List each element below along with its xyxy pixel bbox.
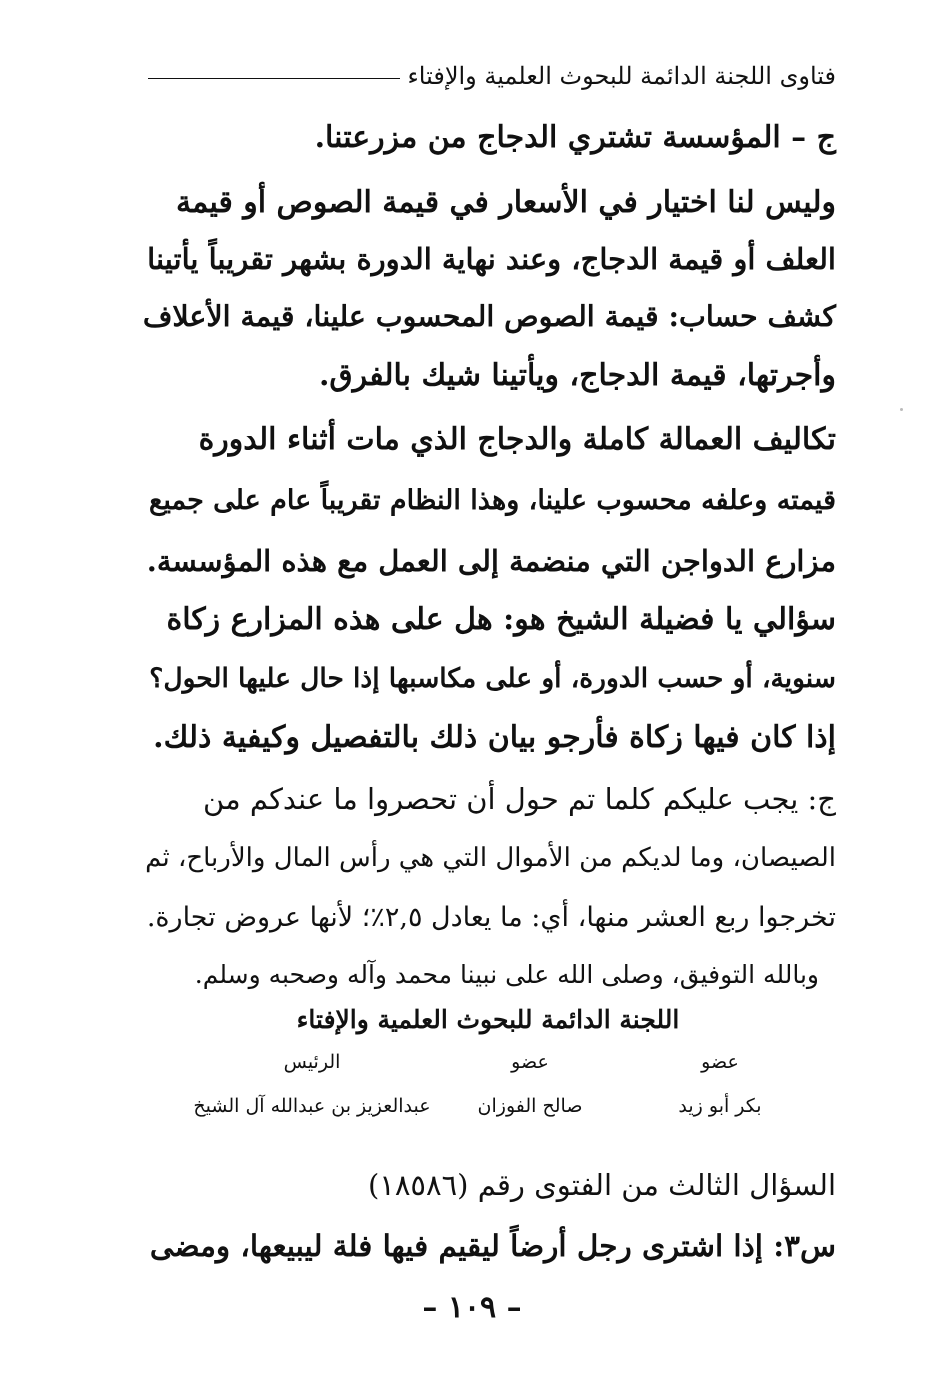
question-heading: السؤال الثالث من الفتوى رقم (١٨٥٨٦) — [367, 1168, 836, 1202]
body-line: مزارع الدواجن التي منضمة إلى العمل مع هذه المؤسسة. — [146, 544, 836, 578]
body-line: قيمته وعلفه محسوب علينا، وهذا النظام تقريباً عام على جميع — [148, 485, 836, 516]
signature-name: بكر أبو زيد — [678, 1095, 762, 1117]
body-line: إذا كان فيها زكاة فأرجو بيان ذلك بالتفصيل وكيفية ذلك. — [153, 720, 836, 755]
question-text: س٣: إذا اشترى رجل أرضاً ليقيم فيها فلة ليبيعها، ومضى — [149, 1228, 836, 1263]
answer-line: تخرجوا ربع العشر منها، أي: ما يعادل ٢,٥٪؛ لأنها عروض تجارة. — [146, 902, 836, 933]
page-number: – ١٠٩ – — [422, 1290, 522, 1325]
running-header — [148, 60, 836, 92]
signature-role: الرئيس — [283, 1051, 341, 1073]
body-line: سنوية، أو حسب الدورة، أو على مكاسبها إذا حال عليها الحول؟ — [149, 663, 836, 694]
signature-role: عضو — [511, 1051, 549, 1073]
answer-line: ج: يجب عليكم كلما تم حول أن تحصروا ما عندكم من — [203, 782, 836, 816]
signature-chairman — [192, 1045, 432, 1123]
signature-name: عبدالعزيز بن عبدالله آل الشيخ — [193, 1095, 431, 1117]
body-line: تكاليف العمالة كاملة والدجاج الذي مات أثناء الدورة — [198, 422, 836, 457]
body-line: ج – المؤسسة تشتري الدجاج من مزرعتنا. — [314, 120, 836, 155]
signature-role: عضو — [701, 1051, 739, 1073]
scan-speck — [900, 408, 903, 411]
body-line: سؤالي يا فضيلة الشيخ هو: هل على هذه المزارع زكاة — [166, 602, 836, 637]
body-line: كشف حساب: قيمة الصوص المحسوب علينا، قيمة الأعلاف — [142, 299, 836, 333]
signature-member — [600, 1045, 840, 1123]
answer-line: الصيصان، وما لديكم من الأموال التي هي رأس المال والأرباح، ثم — [145, 843, 836, 873]
body-line: وليس لنا اختيار في الأسعار في قيمة الصوص أو قيمة — [176, 185, 836, 220]
closing-line: وبالله التوفيق، وصلى الله على نبينا محمد وآله وصحبه وسلم. — [194, 960, 819, 989]
committee-title: اللجنة الدائمة للبحوث العلمية والإفتاء — [296, 1005, 680, 1034]
header-title: فتاوى اللجنة الدائمة للبحوث العلمية والإفتاء — [407, 62, 836, 90]
signature-name: صالح الفوزان — [477, 1095, 583, 1117]
body-line: وأجرتها، قيمة الدجاج، ويأتينا شيك بالفرق. — [318, 358, 836, 393]
body-line: العلف أو قيمة الدجاج، وعند نهاية الدورة بشهر تقريباً يأتينا — [147, 242, 836, 276]
header-rule — [148, 78, 400, 79]
